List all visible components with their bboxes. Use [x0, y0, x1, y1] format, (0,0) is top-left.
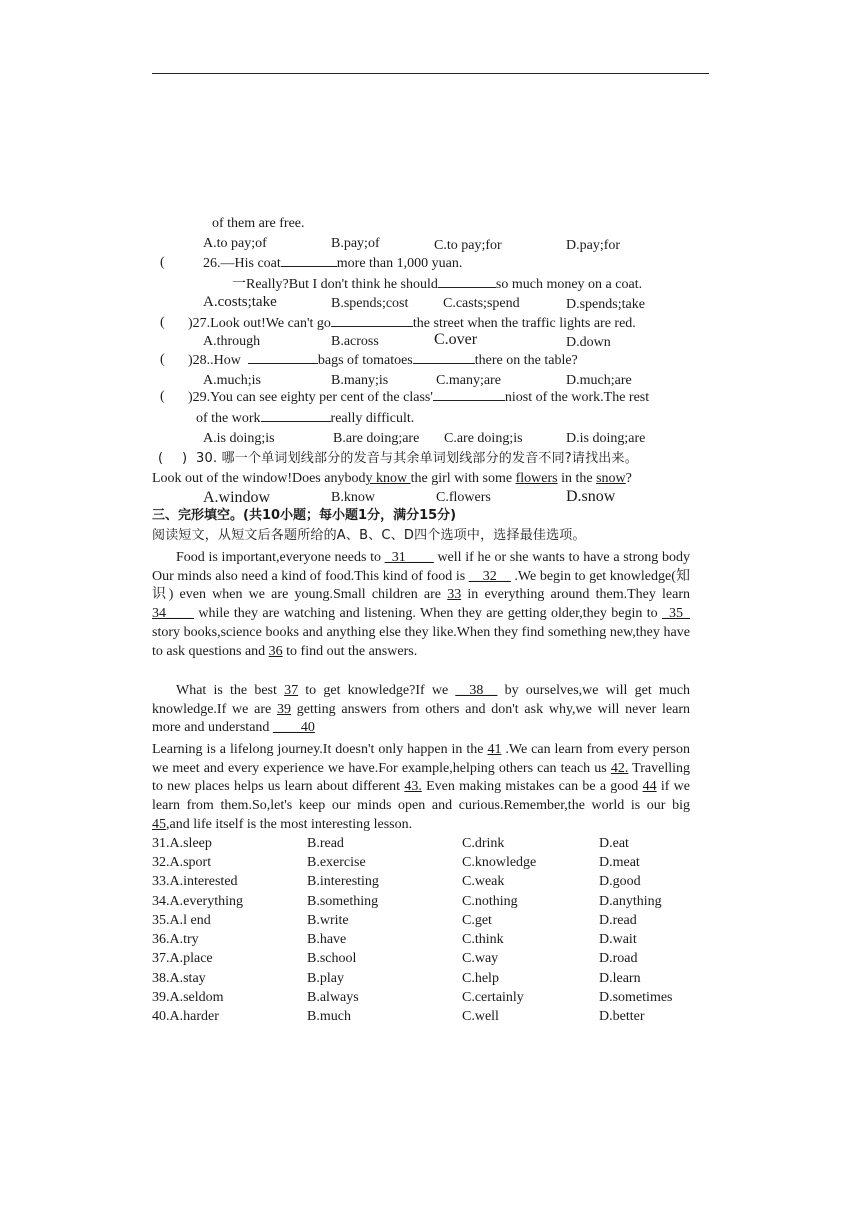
option-row-32	[152, 853, 719, 872]
passage-paragraph-3	[152, 741, 690, 835]
blank-32: __32__	[468, 568, 511, 584]
option-b: B.school	[307, 951, 357, 967]
option-d: D.better	[599, 1009, 645, 1025]
q28-blank-2	[413, 351, 475, 364]
q26-reply-b: so much money on a coat.	[495, 277, 643, 292]
q30-sentence	[152, 470, 632, 488]
q26-stem	[203, 254, 462, 273]
option-a: 36.A.try	[152, 932, 199, 948]
passage-text: Learning is a lifelong journey.It doesn't only happen in the	[152, 742, 484, 757]
q30-option-b: B.know	[331, 490, 375, 505]
q30-paren-open: (	[158, 451, 164, 466]
q28-stem-b: bags of tomatoes	[317, 353, 413, 368]
q28-stem-a: )28..How	[188, 353, 241, 368]
q30-sentence-d: ?	[625, 471, 632, 486]
q25-option-c: C.to pay;for	[434, 238, 502, 253]
q29-blank-2	[261, 409, 331, 422]
option-d: D.eat	[599, 835, 629, 851]
q30-stem: 30. 哪一个单词划线部分的发音与其余单词划线部分的发音不同?请找出来。	[196, 451, 638, 466]
passage-text: Food is important,everyone needs to	[176, 550, 381, 565]
passage-text: ,and life itself is the most interesting lesson.	[166, 816, 413, 832]
option-a: 31.A.sleep	[152, 835, 212, 851]
q26-paren: (	[160, 255, 165, 270]
option-c: C.think	[462, 932, 504, 948]
option-b: B.play	[307, 970, 344, 986]
q29-stem-b: niost of the work.The rest	[504, 390, 650, 405]
q26-reply	[232, 275, 642, 294]
blank-43: 43.	[404, 779, 422, 795]
q26-reply-a: 一Really?But I don't think he should	[232, 277, 438, 292]
q27-blank	[331, 314, 413, 327]
option-row-39	[152, 988, 719, 1007]
q29-option-c: C.are doing;is	[444, 431, 523, 446]
option-c: C.knowledge	[462, 854, 537, 870]
q25-stem-end: of them are free.	[212, 216, 305, 231]
blank-34: 34____	[152, 606, 194, 622]
blank-42: 42.	[610, 760, 629, 776]
option-row-34	[152, 892, 719, 911]
q27-paren: (	[160, 315, 165, 330]
option-b: B.read	[307, 835, 344, 851]
q26-blank-1	[281, 254, 337, 267]
blank-35: _35_	[662, 606, 691, 622]
option-d: D.meat	[599, 854, 640, 870]
option-a: 38.A.stay	[152, 970, 206, 986]
option-row-33	[152, 873, 719, 892]
option-row-37	[152, 950, 719, 969]
option-b: B.interesting	[307, 874, 379, 890]
q27-option-c: C.over	[434, 331, 478, 348]
q29-option-b: B.are doing;are	[333, 431, 420, 446]
option-c: C.get	[462, 912, 492, 928]
q30-underlined-snow: snow	[596, 471, 626, 486]
passage-text: .We begin to get knowledge(知识) even when we are young.Small children are	[152, 568, 691, 603]
passage-text: in everything around them.They learn	[467, 587, 691, 603]
option-c: C.weak	[462, 874, 505, 890]
q26-option-b: B.spends;cost	[331, 296, 409, 311]
blank-36: 36	[268, 643, 283, 659]
option-row-38	[152, 969, 719, 988]
option-b: B.have	[307, 932, 347, 948]
option-c: C.help	[462, 970, 499, 986]
passage-text: Even making mistakes can be a good	[426, 779, 639, 795]
passage-text: story books,science books and anything else they like.When they find something new,they have to ask questions and	[152, 624, 690, 659]
q25-option-b: B.pay;of	[331, 236, 380, 251]
passage-paragraph-1	[152, 549, 690, 661]
header-rule	[152, 73, 709, 74]
q28-blank-1	[248, 351, 318, 364]
q26-option-a: A.costs;take	[203, 294, 277, 310]
q26-option-d: D.spends;take	[566, 297, 645, 312]
option-d: D.learn	[599, 970, 641, 986]
passage-text: well if he or she wants to have a strong body Our minds also need a kind of food.This kind of food is	[152, 550, 690, 584]
option-d: D.anything	[599, 893, 662, 909]
q30-underlined-know: y know	[365, 471, 411, 486]
q28-option-d: D.much;are	[566, 373, 632, 388]
option-row-36	[152, 930, 719, 949]
passage-text: Travelling to new places helps us learn about different	[152, 760, 690, 795]
q25-option-d: D.pay;for	[566, 238, 621, 253]
q30-option-a: A.window	[203, 489, 271, 506]
q30-option-d: D.snow	[566, 488, 616, 505]
q25-option-a: A.to pay;of	[203, 236, 267, 251]
q28-option-a: A.much;is	[203, 373, 261, 388]
q30-sentence-b: the girl with some	[410, 471, 516, 486]
option-d: D.road	[599, 951, 638, 967]
blank-44: 44	[642, 779, 657, 795]
passage-text: to find out the answers.	[286, 643, 418, 659]
q27-stem	[188, 314, 636, 333]
q29-blank-1	[433, 388, 505, 401]
q28-paren: (	[160, 352, 165, 367]
section3-title: 三、完形填空。(共10小题；每小题1分，满分15分)	[152, 508, 457, 523]
q28-option-b: B.many;is	[331, 373, 389, 388]
q29-option-d: D.is doing;are	[566, 431, 646, 446]
blank-45: 45	[152, 816, 166, 832]
q27-option-a: A.through	[203, 334, 261, 349]
option-b: B.much	[307, 1009, 351, 1025]
option-a: 37.A.place	[152, 951, 213, 967]
q29-stem-c: of the work	[196, 411, 261, 426]
blank-40: ____40	[272, 720, 315, 736]
option-b: B.exercise	[307, 854, 366, 870]
option-c: C.certainly	[462, 990, 524, 1006]
option-b: B.write	[307, 912, 349, 928]
passage-text: to get knowledge?If we	[305, 683, 449, 698]
option-a: 39.A.seldom	[152, 990, 224, 1006]
q28-stem-c: there on the table?	[474, 353, 578, 368]
q27-stem-a: )27.Look out!We can't go	[188, 316, 331, 331]
passage-text: by ourselves,we will get much knowledge.If we are	[152, 683, 691, 717]
passage-text: What is the best	[176, 683, 277, 698]
q30-option-c: C.flowers	[436, 490, 491, 505]
q26-blank-2	[438, 275, 496, 288]
option-row-35	[152, 911, 719, 930]
q29-option-a: A.is doing;is	[203, 431, 275, 446]
option-b: B.always	[307, 990, 359, 1006]
q29-stem-line1	[188, 388, 649, 407]
q27-option-b: B.across	[331, 334, 379, 349]
q30-sentence-a: Look out of the window!Does anybod	[152, 471, 366, 486]
blank-31: _31____	[384, 550, 434, 565]
option-row-40	[152, 1008, 719, 1027]
q29-paren: (	[160, 389, 165, 404]
option-c: C.nothing	[462, 893, 518, 909]
blank-38: __38__	[455, 683, 498, 698]
option-d: D.sometimes	[599, 990, 673, 1006]
option-c: C.way	[462, 951, 499, 967]
passage-text: .We can learn from every person we meet and every experience we have.For example,helping others can teach us	[152, 742, 691, 776]
option-row-31	[152, 834, 719, 853]
option-a: 32.A.sport	[152, 854, 212, 870]
q30-sentence-c: in the	[557, 471, 597, 486]
option-c: C.drink	[462, 835, 505, 851]
blank-39: 39	[276, 701, 291, 717]
passage-paragraph-2	[152, 682, 690, 738]
q30-paren-close: )	[182, 451, 188, 466]
cloze-options-table	[152, 834, 719, 1027]
q27-stem-b: the street when the traffic lights are red.	[412, 316, 636, 331]
blank-33: 33	[447, 587, 462, 603]
q27-option-d: D.down	[566, 335, 611, 350]
q29-stem-d: really difficult.	[330, 411, 415, 426]
option-d: D.read	[599, 912, 637, 928]
q29-stem-line2	[196, 409, 414, 428]
option-a: 40.A.harder	[152, 1009, 219, 1025]
option-b: B.something	[307, 893, 379, 909]
option-c: C.well	[462, 1009, 499, 1025]
q26-option-c: C.casts;spend	[443, 296, 520, 311]
option-d: D.good	[599, 874, 641, 890]
passage-text: getting answers from others and don't ask why,we will never learn more and understand	[152, 701, 691, 736]
q28-option-c: C.many;are	[436, 373, 501, 388]
q28-stem	[188, 351, 578, 370]
option-a: 33.A.interested	[152, 874, 238, 890]
q30-underlined-flowers: flowers	[515, 471, 558, 486]
passage-text: if we learn from them.So,let's keep our minds open and curious.Remember,the world is our big	[152, 779, 690, 814]
option-a: 35.A.l end	[152, 912, 211, 928]
q29-stem-a: )29.You can see eighty per cent of the class'	[188, 390, 433, 405]
section3-instruction: 阅读短文，从短文后各题所给的A、B、C、D四个选项中，选择最佳选项。	[152, 528, 586, 543]
q26-stem-a: 26.—His coat	[203, 256, 281, 271]
blank-37: 37	[284, 683, 299, 698]
blank-41: 41	[487, 742, 502, 757]
passage-text: while they are watching and listening. When they are getting older,they begin to	[198, 606, 658, 622]
option-a: 34.A.everything	[152, 893, 243, 909]
q26-stem-b: more than 1,000 yuan.	[336, 256, 463, 271]
option-d: D.wait	[599, 932, 637, 948]
